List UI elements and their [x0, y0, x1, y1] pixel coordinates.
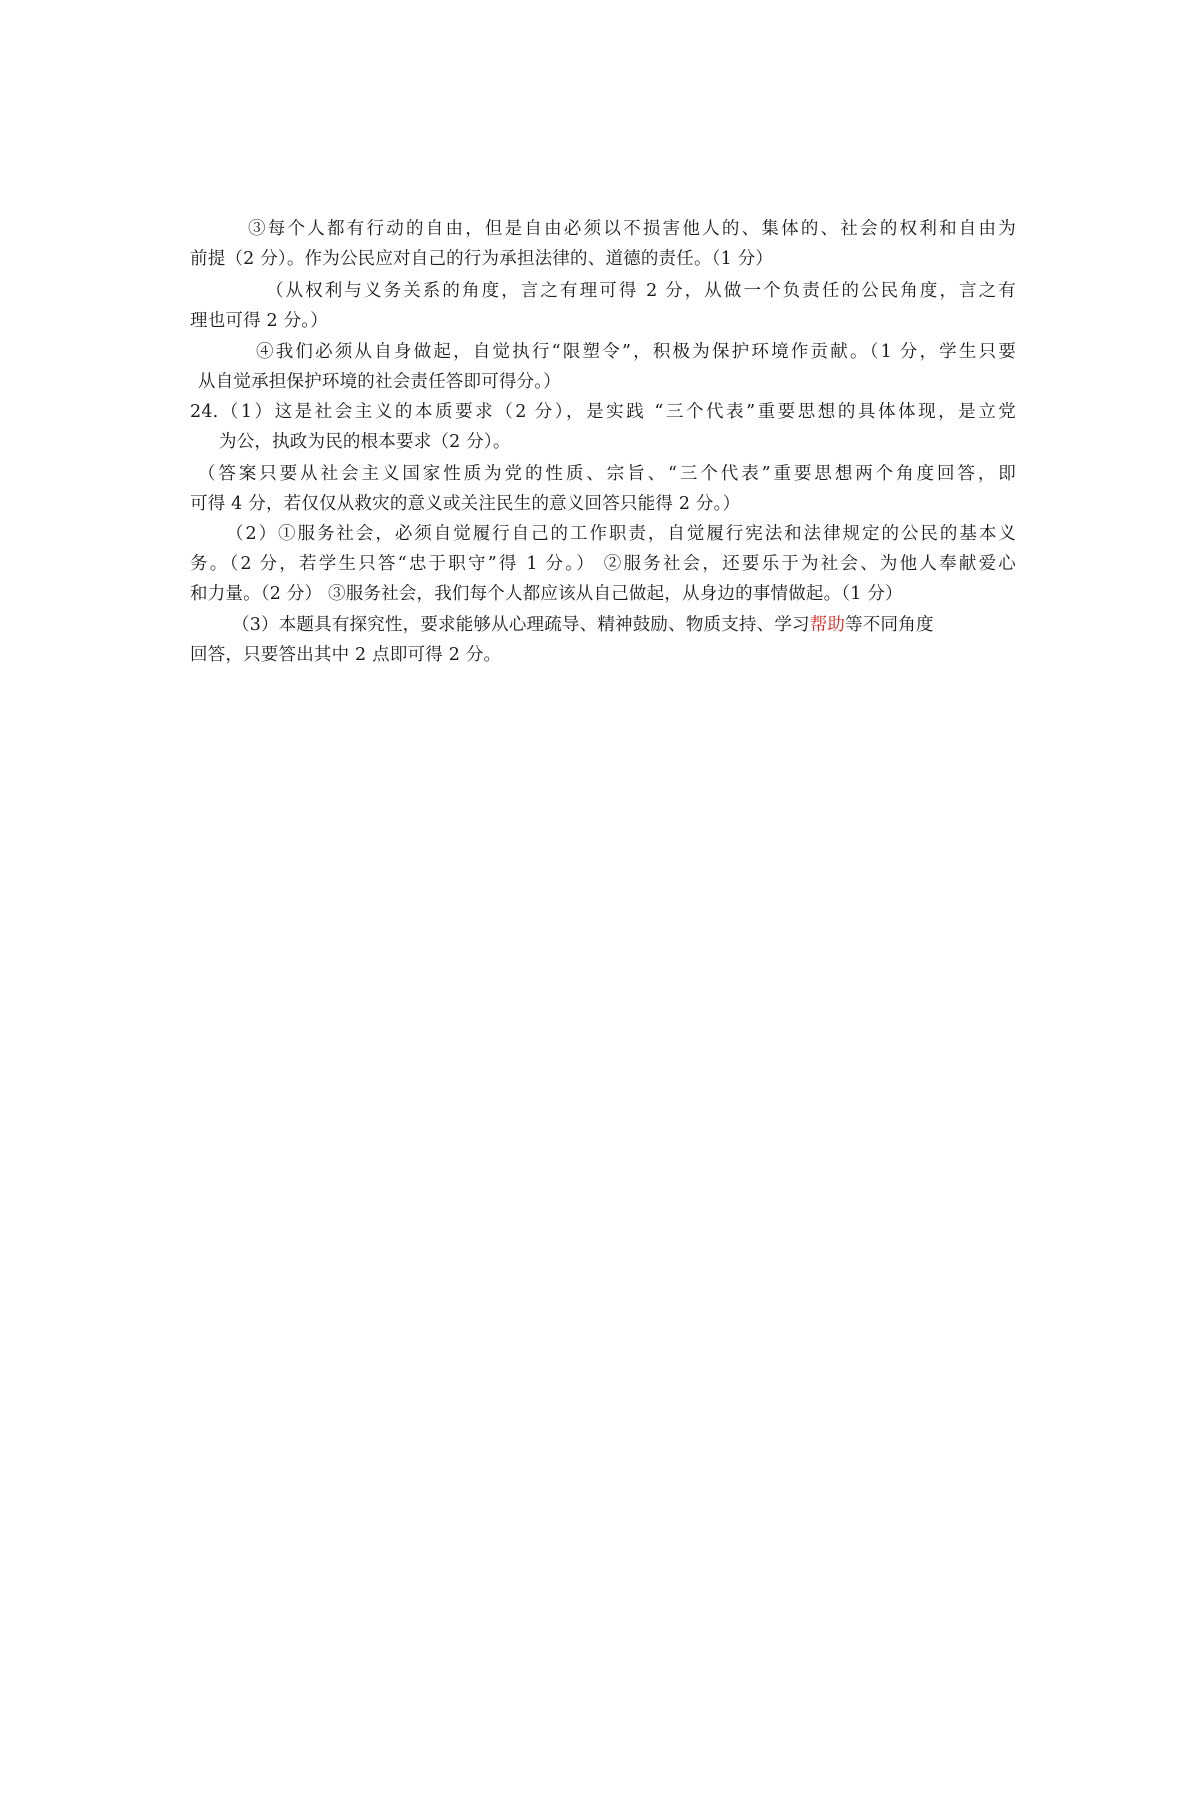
highlighted-word: 帮助: [809, 615, 846, 635]
paragraph-line-1: ③每个人都有行动的自由，但是自由必须以不损害他人的、集体的、社会的权利和自由为: [248, 219, 1016, 239]
question-24-part-2-line-1: （2）①服务社会，必须自觉履行自己的工作职责，自觉履行宪法和法律规定的公民的基本义: [226, 524, 1016, 544]
paragraph-line-4: 理也可得 2 分。）: [190, 311, 329, 331]
paragraph-line-3: （从权利与义务关系的角度，言之有理可得 2 分，从做一个负责任的公民角度，言之有: [266, 281, 1016, 301]
paragraph-line-6: 从自觉承担保护环境的社会责任答即可得分。）: [198, 372, 561, 392]
scoring-note-line-1: （答案只要从社会主义国家性质为党的性质、宗旨、“三个代表”重要思想两个角度回答，即: [198, 464, 1016, 484]
question-24-part-2-line-2: 务。（2 分，若学生只答“忠于职守”得 1 分。） ②服务社会，还要乐于为社会、为他人奉献爱心: [190, 554, 1016, 574]
question-24-part-3-line-1: [232, 614, 934, 636]
paragraph-line-5: ④我们必须从自身做起，自觉执行“限塑令”，积极为保护环境作贡献。（1 分，学生只要: [256, 342, 1016, 362]
part-3-text-after: 等不同角度: [845, 615, 934, 635]
question-24-part-1-line-2: 为公，执政为民的根本要求（2 分）。: [219, 432, 511, 452]
question-24-part-3-line-2: 回答，只要答出其中 2 点即可得 2 分。: [190, 645, 502, 665]
scoring-note-line-2: 可得 4 分，若仅仅从救灾的意义或关注民生的意义回答只能得 2 分。）: [190, 494, 741, 514]
part-3-text-before: （3）本题具有探究性，要求能够从心理疏导、精神鼓励、物质支持、学习: [232, 615, 810, 635]
question-24-part-1-line-1: 24.（1）这是社会主义的本质要求（2 分），是实践 “三个代表”重要思想的具体体现，是立党: [190, 402, 1016, 422]
paragraph-line-2: 前提（2 分）。作为公民应对自己的行为承担法律的、道德的责任。（1 分）: [190, 249, 774, 269]
question-24-part-2-line-3: 和力量。（2 分） ③服务社会，我们每个人都应该从自己做起，从身边的事情做起。（1 分）: [190, 584, 903, 604]
